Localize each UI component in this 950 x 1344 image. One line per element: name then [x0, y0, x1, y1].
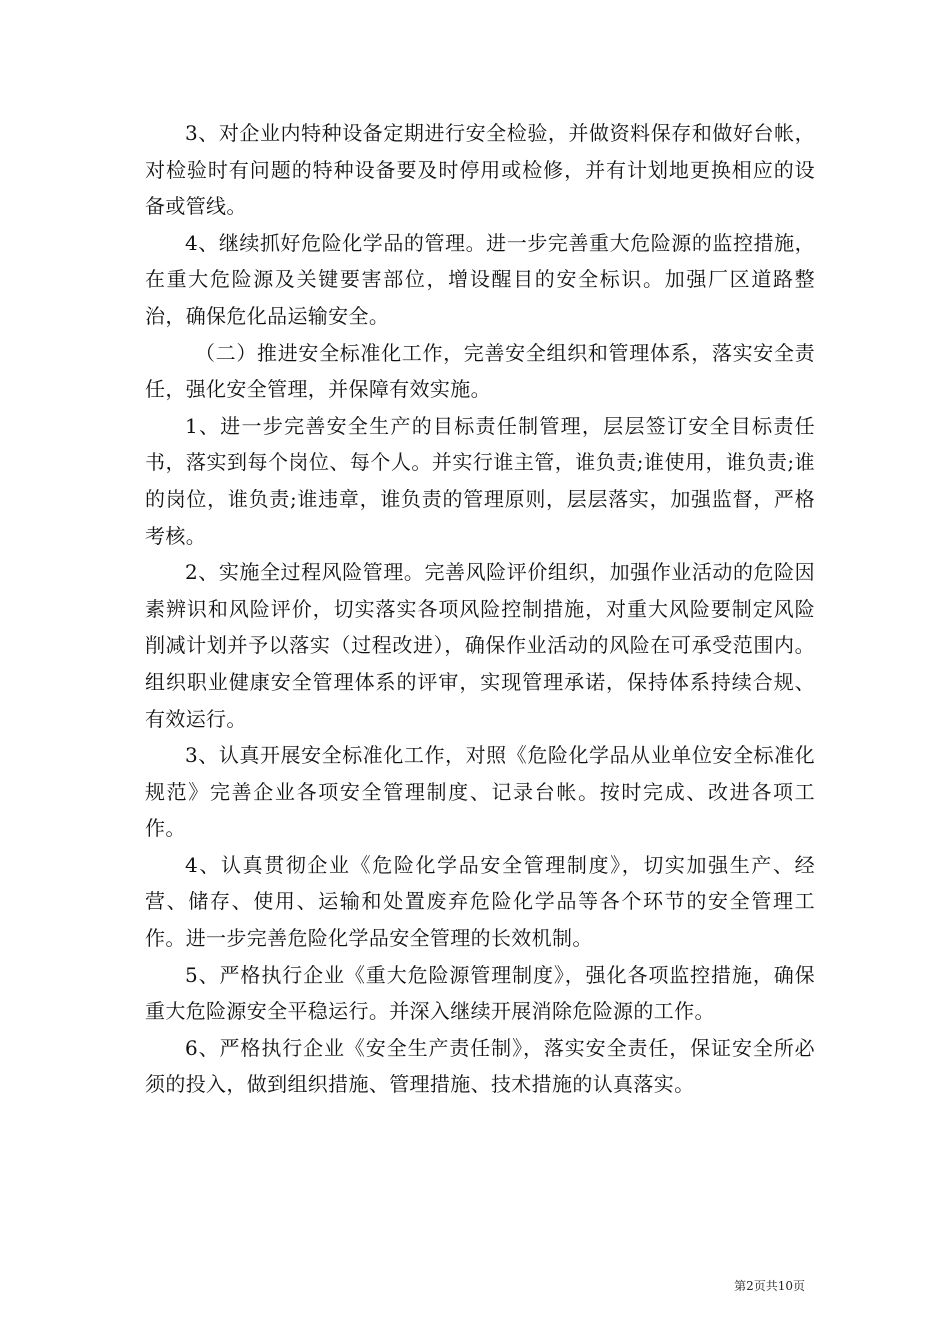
paragraph-item-3b: 3、认真开展安全标准化工作，对照《危险化学品从业单位安全标准化规范》完善企业各项安全管理制度、记录台帐。按时完成、改进各项工作。	[145, 743, 815, 841]
page-number: 第2页共10页	[734, 1279, 805, 1293]
paragraph-item-3: 3、对企业内特种设备定期进行安全检验，并做资料保存和做好台帐，对检验时有问题的特种设备要及时停用或检修，并有计划地更换相应的设备或管线。	[145, 121, 815, 219]
document-body	[145, 115, 815, 1103]
paragraph-item-1: 1、进一步完善安全生产的目标责任制管理，层层签订安全目标责任书，落实到每个岗位、每个人。并实行谁主管，谁负责;谁使用，谁负责;谁的岗位，谁负责;谁违章，谁负责的管理原则，层层落实，加强监督，严格考核。	[145, 413, 815, 548]
paragraph-item-2: 2、实施全过程风险管理。完善风险评价组织，加强作业活动的危险因素辨识和风险评价，切实落实各项风险控制措施，对重大风险要制定风险削减计划并予以落实（过程改进），确保作业活动的风险在可承受范围内。组织职业健康安全管理体系的评审，实现管理承诺，保持体系持续合规、有效运行。	[145, 560, 815, 731]
paragraph-item-5: 5、严格执行企业《重大危险源管理制度》，强化各项监控措施，确保重大危险源安全平稳运行。并深入继续开展消除危险源的工作。	[145, 962, 815, 1024]
section-heading-2: （二）推进安全标准化工作，完善安全组织和管理体系，落实安全责任，强化安全管理，并保障有效实施。	[145, 340, 815, 402]
paragraph-item-6: 6、严格执行企业《安全生产责任制》，落实安全责任，保证安全所必须的投入，做到组织措施、管理措施、技术措施的认真落实。	[145, 1035, 815, 1097]
paragraph-item-4b: 4、认真贯彻企业《危险化学品安全管理制度》，切实加强生产、经营、储存、使用、运输和处置废弃危险化学品等各个环节的安全管理工作。进一步完善危险化学品安全管理的长效机制。	[145, 852, 815, 951]
paragraph-item-4: 4、继续抓好危险化学品的管理。进一步完善重大危险源的监控措施，在重大危险源及关键要害部位，增设醒目的安全标识。加强厂区道路整治，确保危化品运输安全。	[145, 230, 815, 328]
